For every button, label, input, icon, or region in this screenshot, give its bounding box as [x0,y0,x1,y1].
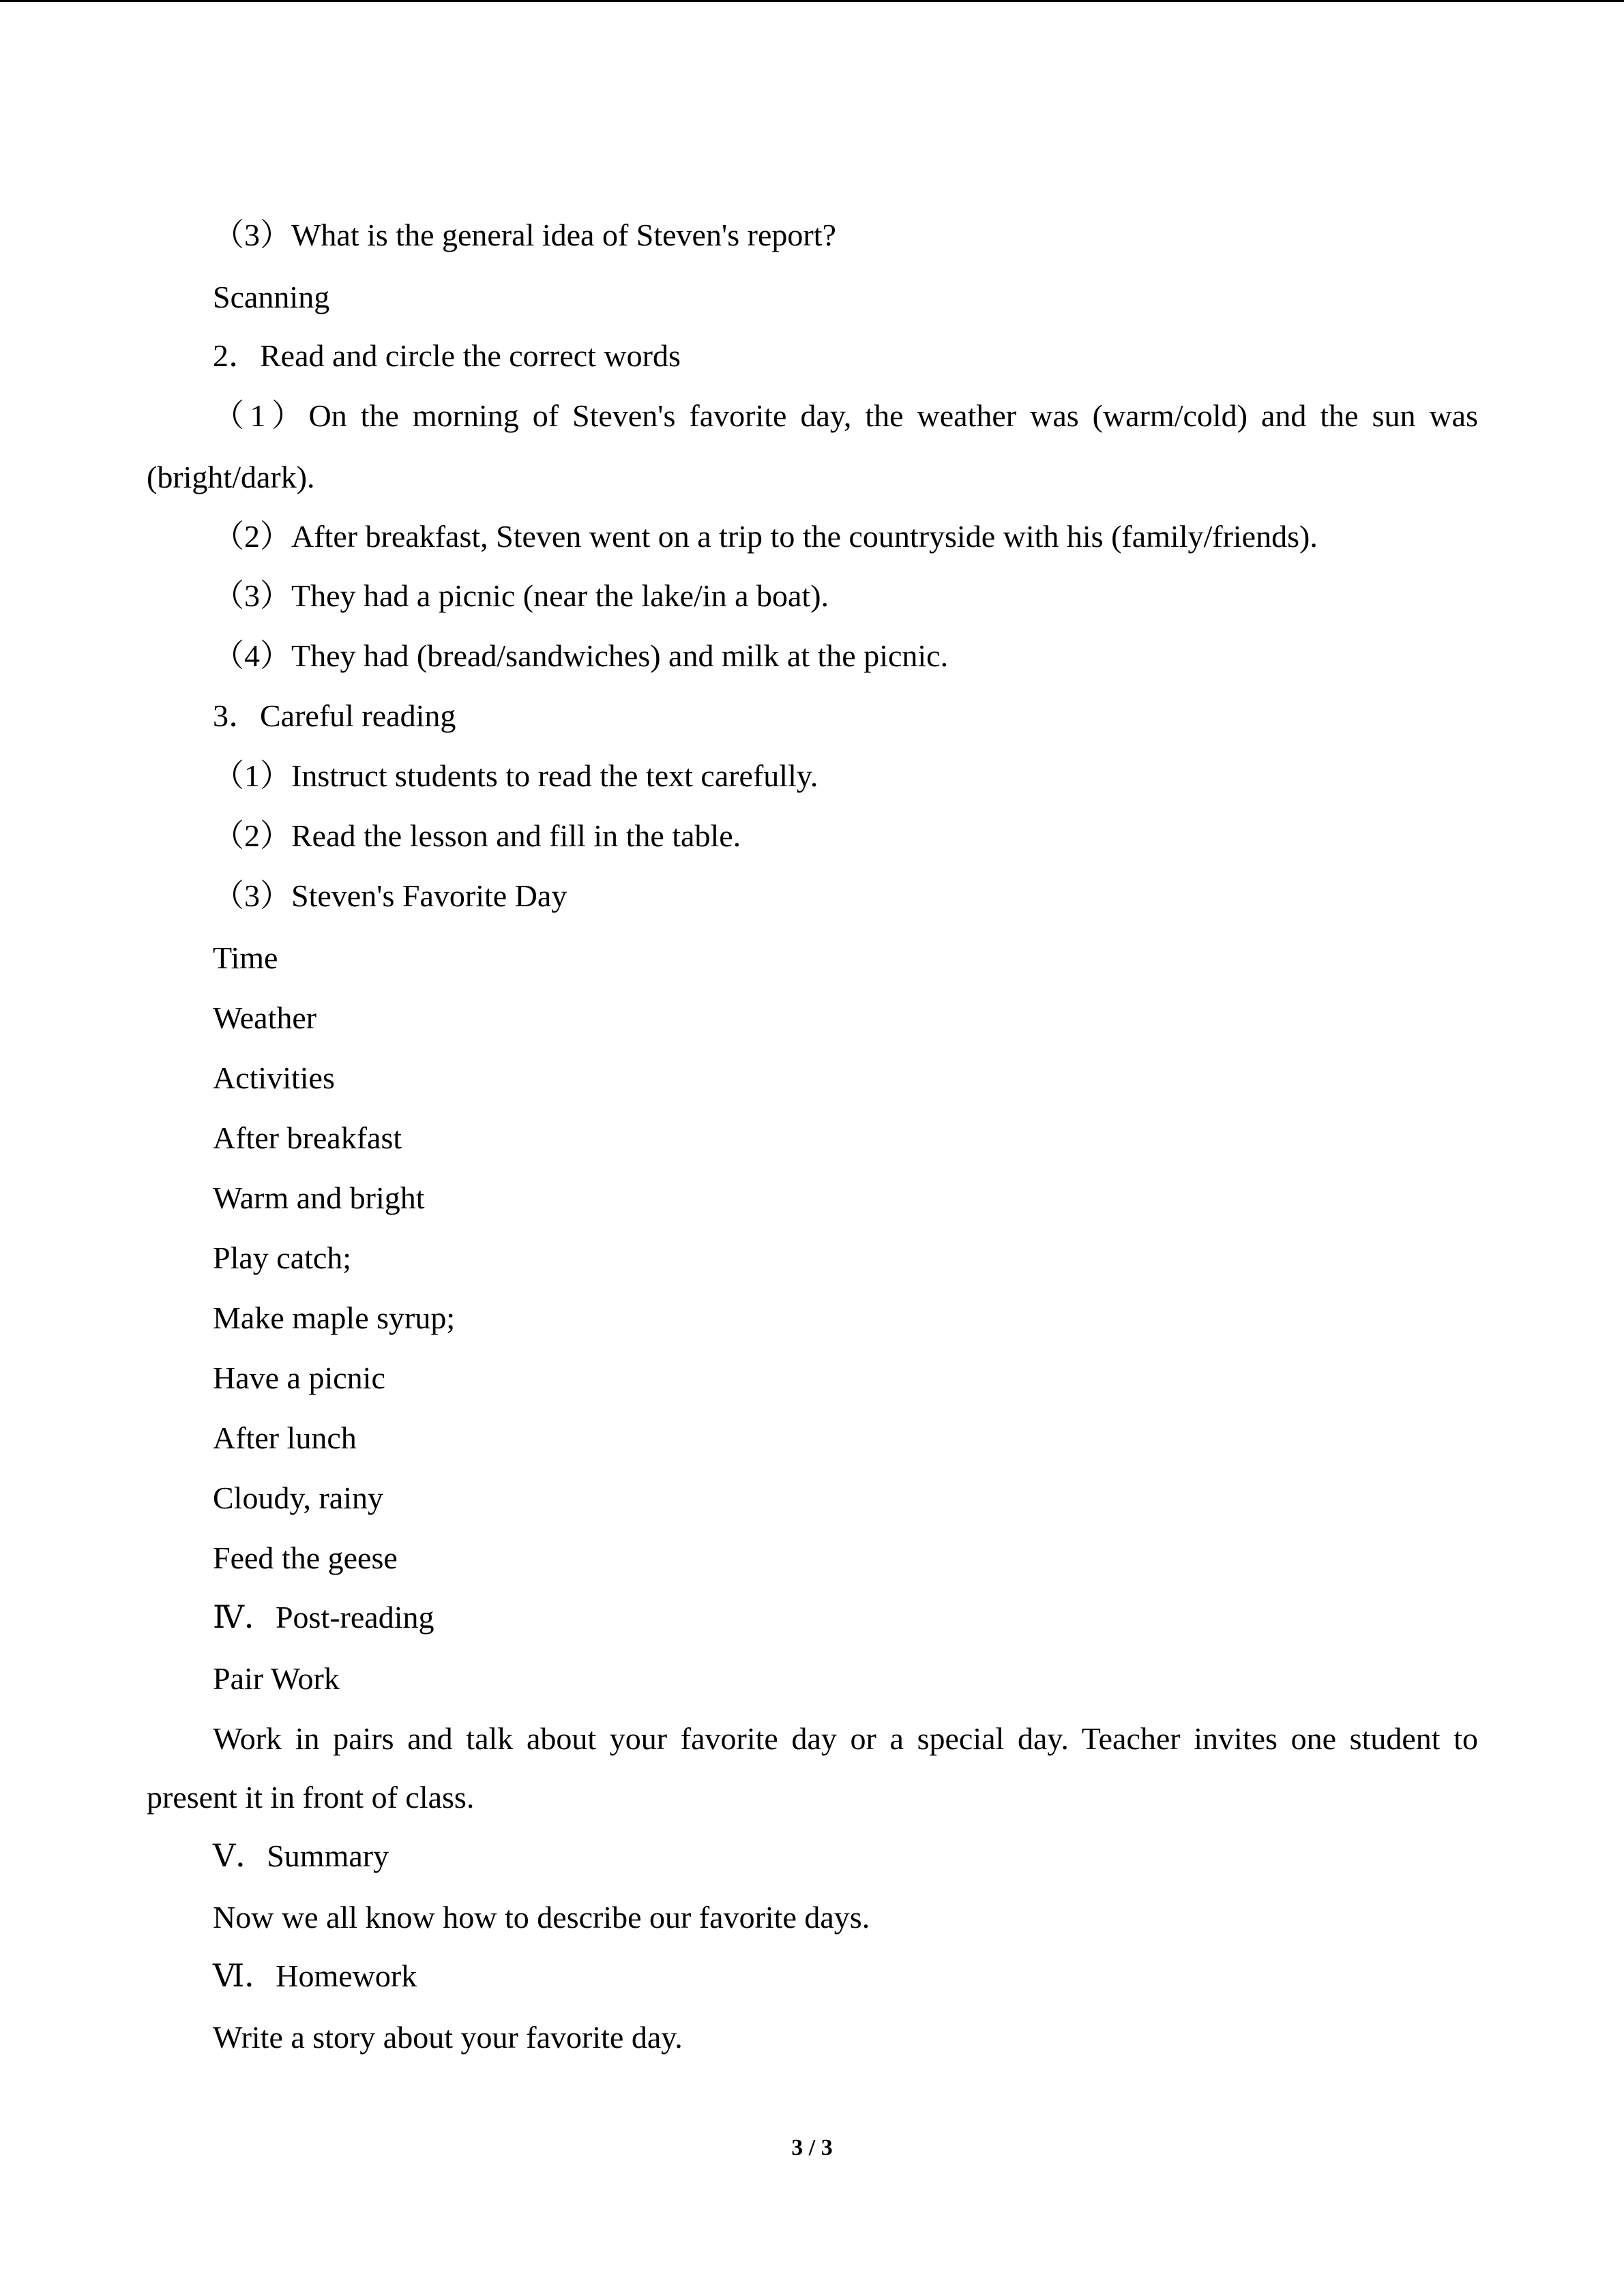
circle-item-3: （3）They had a picnic (near the lake/in a boat). [213,578,829,613]
table-cell-after-breakfast: After breakfast [213,1120,402,1155]
careful-reading-item-3: （3）Steven's Favorite Day [213,878,567,913]
table-cell-play-catch: Play catch; [213,1240,352,1275]
page-number: 3 / 3 [791,2135,833,2160]
summary-text: Now we all know how to describe our favorite days. [213,1900,870,1935]
circle-item-2: （2）After breakfast, Steven went on a trip to the countryside with his (family/friends). [213,519,1318,554]
question-3-general-idea: （3）What is the general idea of Steven's report? [213,218,836,252]
summary-heading: Ⅴ．Summary [213,1838,389,1873]
pair-work-paragraph-continued: present it in front of class. [147,1780,475,1815]
careful-reading-item-2: （2）Read the lesson and fill in the table. [213,818,741,853]
table-header-activities: Activities [213,1060,335,1095]
scanning-heading: Scanning [213,280,330,314]
table-cell-have-a-picnic: Have a picnic [213,1360,385,1395]
careful-reading-heading: 3．Careful reading [213,698,456,733]
circle-item-1-continued: (bright/dark). [147,460,315,494]
table-cell-warm-and-bright: Warm and bright [213,1180,425,1215]
table-header-weather: Weather [213,1000,317,1035]
careful-reading-item-1: （1）Instruct students to read the text carefully. [213,758,818,793]
homework-text: Write a story about your favorite day. [213,2020,683,2055]
table-cell-make-maple-syrup: Make maple syrup; [213,1300,456,1335]
table-cell-after-lunch: After lunch [213,1420,357,1455]
table-cell-feed-the-geese: Feed the geese [213,1540,398,1575]
pair-work-paragraph: Work in pairs and talk about your favorite day or a special day. Teacher invites one student to [213,1721,1478,1756]
pair-work-heading: Pair Work [213,1661,340,1696]
circle-item-1: （1）On the morning of Steven's favorite day, the weather was (warm/cold) and the sun was [213,398,1478,433]
homework-heading: Ⅵ．Homework [213,1958,417,1993]
circle-item-4: （4）They had (bread/sandwiches) and milk at the picnic. [213,638,949,673]
table-cell-cloudy-rainy: Cloudy, rainy [213,1480,383,1515]
post-reading-heading: Ⅳ．Post-reading [213,1600,434,1635]
read-and-circle-heading: 2．Read and circle the correct words [213,338,681,373]
table-header-time: Time [213,940,278,975]
